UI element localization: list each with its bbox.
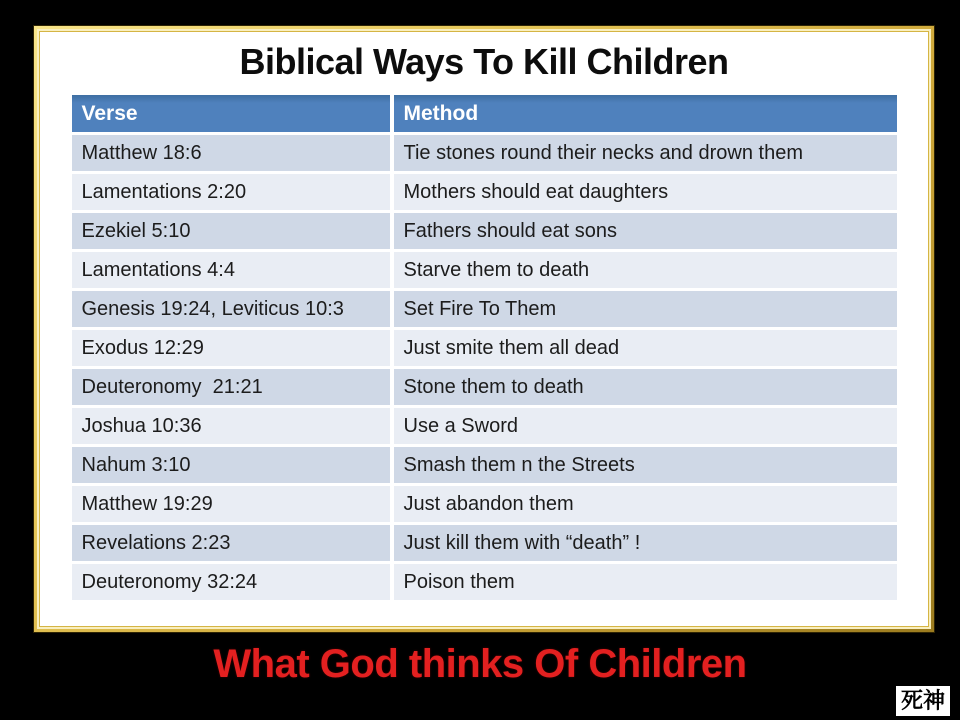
verse-method-table: [68, 92, 901, 603]
table-row: [72, 252, 897, 288]
watermark-badge: 死神: [896, 686, 950, 716]
verse-cell: Revelations 2:23: [72, 525, 390, 561]
verse-cell: Nahum 3:10: [72, 447, 390, 483]
method-cell: Use a Sword: [394, 408, 897, 444]
verse-cell: Joshua 10:36: [72, 408, 390, 444]
column-header-verse: Verse: [72, 95, 390, 132]
method-cell: Mothers should eat daughters: [394, 174, 897, 210]
verse-cell: Genesis 19:24, Leviticus 10:3: [72, 291, 390, 327]
bottom-caption: What God thinks Of Children: [213, 642, 747, 686]
method-cell: Just smite them all dead: [394, 330, 897, 366]
slide-title: Biblical Ways To Kill Children: [239, 41, 729, 82]
verse-cell: Exodus 12:29: [72, 330, 390, 366]
method-cell: Poison them: [394, 564, 897, 600]
slide-content-area: [39, 31, 929, 627]
method-cell: Fathers should eat sons: [394, 213, 897, 249]
table-row: [72, 408, 897, 444]
method-cell: Just abandon them: [394, 486, 897, 522]
method-cell: Starve them to death: [394, 252, 897, 288]
table-row: [72, 174, 897, 210]
method-cell: Smash them n the Streets: [394, 447, 897, 483]
table-row: [72, 135, 897, 171]
verse-cell: Lamentations 4:4: [72, 252, 390, 288]
verse-cell: Matthew 18:6: [72, 135, 390, 171]
gold-picture-frame: [33, 25, 935, 633]
table-row: [72, 564, 897, 600]
table-row: [72, 291, 897, 327]
verse-cell: Ezekiel 5:10: [72, 213, 390, 249]
method-cell: Just kill them with “death” !: [394, 525, 897, 561]
table-header-row: [72, 95, 897, 132]
table-row: [72, 486, 897, 522]
verse-cell: Deuteronomy 32:24: [72, 564, 390, 600]
table-row: [72, 213, 897, 249]
table-row: [72, 525, 897, 561]
table-row: [72, 447, 897, 483]
verse-cell: Lamentations 2:20: [72, 174, 390, 210]
verse-cell: Matthew 19:29: [72, 486, 390, 522]
table-row: [72, 369, 897, 405]
method-cell: Tie stones round their necks and drown them: [394, 135, 897, 171]
verse-cell: Deuteronomy 21:21: [72, 369, 390, 405]
column-header-method: Method: [394, 95, 897, 132]
method-cell: Set Fire To Them: [394, 291, 897, 327]
table-row: [72, 330, 897, 366]
method-cell: Stone them to death: [394, 369, 897, 405]
